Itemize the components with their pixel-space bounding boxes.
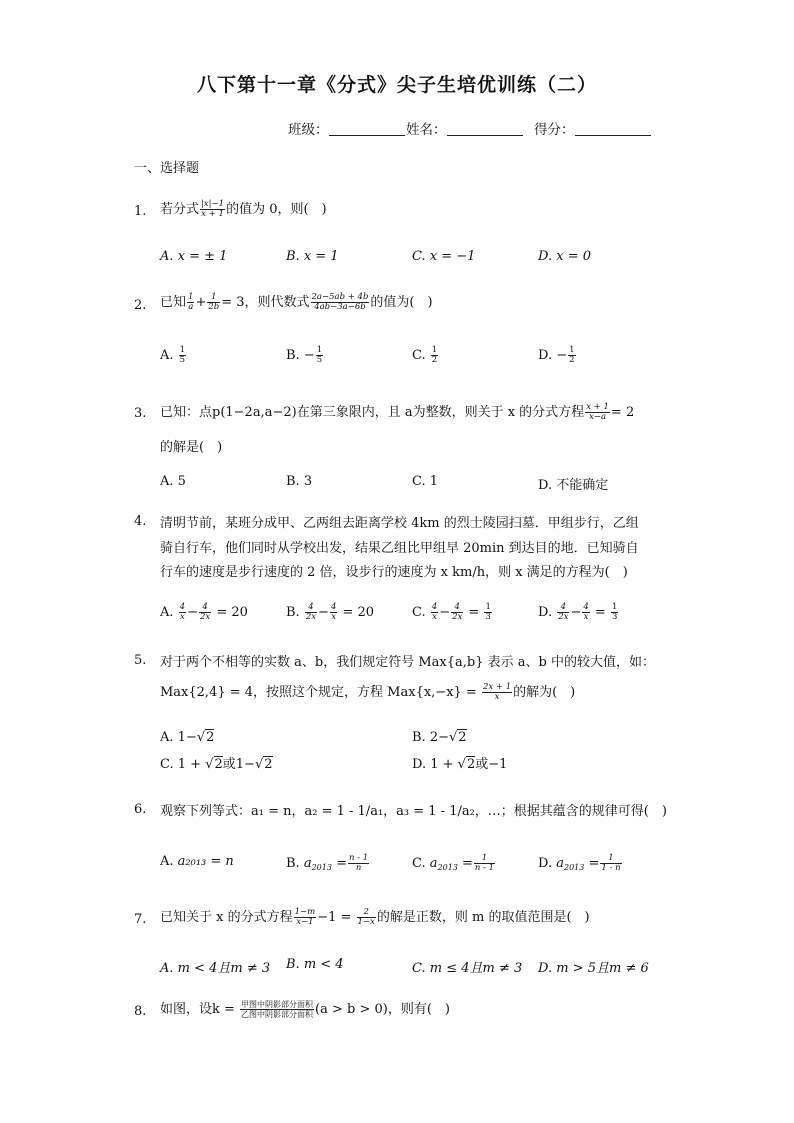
option-a[interactable]: A. 1−√2 xyxy=(160,730,215,745)
option-b[interactable]: B. m < 4 xyxy=(286,957,344,972)
score-blank[interactable] xyxy=(575,121,651,136)
option-c[interactable]: C. 1 xyxy=(412,474,439,489)
option-a[interactable]: A. x = ± 1 xyxy=(160,249,228,264)
option-c[interactable]: C. x = −1 xyxy=(412,249,476,264)
option-d[interactable]: D. $\frac{4}{2x}$ − $\frac{4}{x}$ = $\frac{1}{3}$ xyxy=(538,602,618,622)
option-a[interactable]: A. 5 xyxy=(160,474,186,489)
option-d[interactable]: D. 不能确定 xyxy=(538,478,609,493)
option-c[interactable]: C. 1 + √2或1−√2 xyxy=(160,757,273,772)
option-a[interactable]: A. $\frac{4}{x}$ − $\frac{4}{2x}$ = 20 xyxy=(160,602,248,622)
question-text-line3: 行车的速度是步行速度的 2 倍，设步行的速度为 x km/h，则 x 满足的方程为( ) xyxy=(160,565,628,580)
name-blank[interactable] xyxy=(447,121,523,136)
question-text-line1: 对于两个不相等的实数 a、b，我们规定符号 Max{a,b} 表示 a、b 中的较大值，如： xyxy=(160,655,655,670)
question-text: 如图，设k = $\frac{\text{甲图中阴影部分面积}}{\text{乙图中阴影部分面积}}$ (a > b > 0)，则有( ) xyxy=(160,1000,450,1019)
option-b[interactable]: B. 3 xyxy=(286,474,313,489)
option-d[interactable]: D. 1 + √2或−1 xyxy=(412,757,508,772)
question-number: 5. xyxy=(134,653,147,668)
option-a[interactable]: A. $\frac{1}{5}$ xyxy=(160,345,186,365)
option-b[interactable]: B. $\frac{4}{2x}$ − $\frac{4}{x}$ = 20 xyxy=(286,602,375,622)
question-text-line2: 骑自行车，他们同时从学校出发，结果乙组比甲组早 20min 到达目的地．已知骑自 xyxy=(160,541,639,556)
question-text: 若分式 $\frac{|x|-1}{x + 1}$ 的值为 0，则( ) xyxy=(160,199,327,219)
option-b[interactable]: B. 2−√2 xyxy=(412,730,467,745)
option-c[interactable]: C. $\frac{4}{x}$ − $\frac{4}{2x}$ = $\frac{1}{3}$ xyxy=(412,602,491,622)
option-c[interactable]: C. $\frac{1}{2}$ xyxy=(412,345,438,365)
score-field[interactable] xyxy=(534,118,651,138)
class-blank[interactable] xyxy=(329,121,405,136)
option-d[interactable]: D. $a_{2013}$ = $\frac{1}{1 - n}$ xyxy=(538,853,621,873)
question-text-line1: 清明节前，某班分成甲、乙两组去距离学校 4km 的烈士陵园扫墓．甲组步行，乙组 xyxy=(160,516,639,531)
question-number: 1. xyxy=(134,204,147,219)
option-a[interactable]: A. a₂₀₁₃ = n xyxy=(160,854,234,869)
question-number: 4. xyxy=(134,514,147,529)
question-text: 已知：点p(1−2a,a−2)在第三象限内，且 a为整数，则关于 x 的分式方程 $\frac{x + 1}{x-a}$ = 2 xyxy=(160,402,635,422)
question-number: 6. xyxy=(134,802,147,817)
question-number: 7. xyxy=(134,912,147,927)
class-field[interactable] xyxy=(288,118,405,138)
question-number: 3. xyxy=(134,406,147,421)
question-text-line2: Max{2,4} = 4，按照这个规定，方程 Max{x,−x} = $\frac{2x + 1}{x}$ 的解为( ) xyxy=(160,682,576,702)
question-text: 已知关于 x 的分式方程 $\frac{1-m}{x-1}$ −1 = $\frac{2}{1-x}$ 的解是正数，则 m 的取值范围是( ) xyxy=(160,907,590,927)
option-d[interactable]: D. − $\frac{1}{2}$ xyxy=(538,345,575,365)
option-d[interactable]: D. m > 5且m ≠ 6 xyxy=(538,961,649,976)
name-field[interactable] xyxy=(406,118,523,138)
option-c[interactable]: C. m ≤ 4且m ≠ 3 xyxy=(412,961,523,976)
section-heading: 一、选择题 xyxy=(134,161,200,176)
score-label: 得分： xyxy=(534,122,575,138)
question-text: 已知 $\frac{1}{a}$ + $\frac{1}{2b}$ = 3，则代数式 $\frac{2a-5ab + 4b}{4ab-3a-6b}$ 的值为( ) xyxy=(160,292,433,312)
page-title: 八下第十一章《分式》尖子生培优训练（二） xyxy=(196,74,597,96)
question-text: 观察下列等式：a₁ = n，a₂ = 1 - 1/a₁，a₃ = 1 - 1/a₂，…；根据其蕴含的规律可得( ) xyxy=(160,804,667,819)
option-c[interactable]: C. $a_{2013}$ = $\frac{1}{n - 1}$ xyxy=(412,853,495,873)
question-number: 2. xyxy=(134,298,147,313)
option-a[interactable]: A. m < 4且m ≠ 3 xyxy=(160,961,271,976)
option-b[interactable]: B. − $\frac{1}{5}$ xyxy=(286,345,323,365)
option-d[interactable]: D. x = 0 xyxy=(538,249,591,264)
question-number: 8. xyxy=(134,1004,147,1019)
name-label: 姓名： xyxy=(406,122,447,138)
option-b[interactable]: B. x = 1 xyxy=(286,249,339,264)
question-text-line2: 的解是( ) xyxy=(160,440,223,455)
class-label: 班级： xyxy=(288,122,329,138)
option-b[interactable]: B. $a_{2013}$ = $\frac{n - 1}{n}$ xyxy=(286,853,369,873)
